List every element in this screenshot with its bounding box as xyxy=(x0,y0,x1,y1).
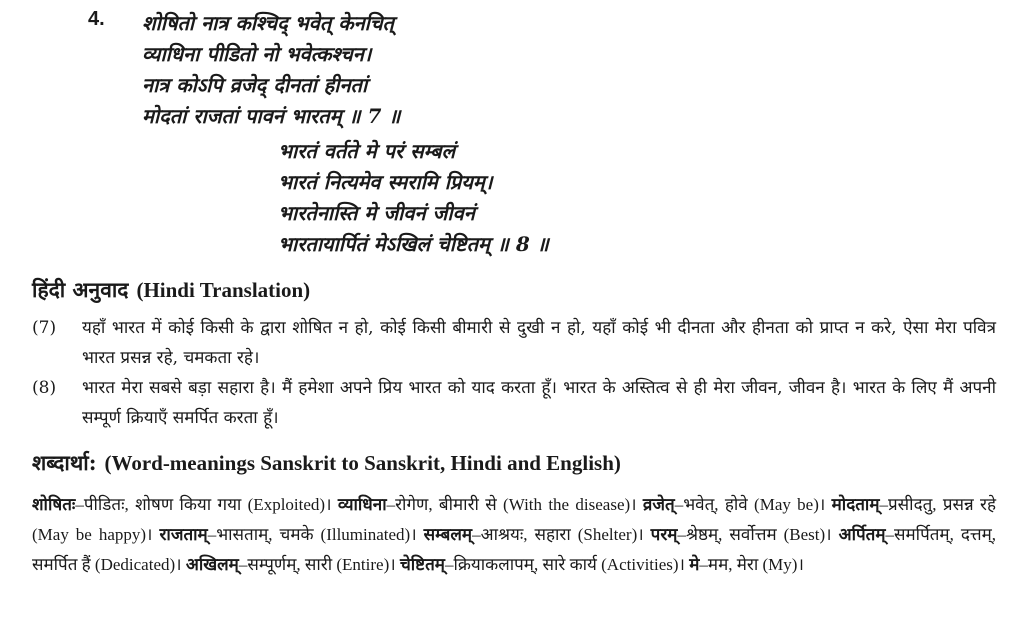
meaning-term: अखिलम् xyxy=(185,555,239,574)
meaning-term: परम् xyxy=(650,525,678,544)
meaning-text: –आश्रयः, सहारा (Shelter)। xyxy=(472,525,644,544)
verse-number: 4. xyxy=(88,8,105,30)
hindi-translation-list xyxy=(32,313,996,433)
heading-hindi: शब्दार्था: xyxy=(32,450,97,475)
meaning-entry xyxy=(424,525,644,544)
word-meanings-heading xyxy=(32,449,621,477)
meaning-entry xyxy=(651,525,832,544)
meaning-term: राजताम् xyxy=(159,525,208,544)
translation-item xyxy=(32,373,996,433)
meaning-term: अर्पितम् xyxy=(838,525,886,544)
verse-line: भारतं नित्यमेव स्मरामि प्रियम्। xyxy=(278,170,493,194)
meaning-text: –सम्पूर्णम्, सारी (Entire)। xyxy=(238,555,396,574)
meaning-text: –मम, मेरा (My)। xyxy=(699,555,804,574)
meaning-entry xyxy=(186,555,396,574)
verse-stanza-7 xyxy=(142,8,400,132)
heading-hindi: हिंदी अनुवाद xyxy=(32,277,129,302)
meaning-entry xyxy=(400,555,685,574)
meaning-term: सम्बलम् xyxy=(423,525,473,544)
word-meanings-list xyxy=(32,490,996,580)
verse-line: भारतेनास्ति मे जीवनं जीवनं xyxy=(278,201,475,225)
heading-english: (Word-meanings Sanskrit to Sanskrit, Hindi and English) xyxy=(104,451,621,475)
meaning-term: व्याधिना xyxy=(337,495,387,514)
meaning-text: –श्रेष्ठम्, सर्वोत्तम (Best)। xyxy=(677,525,832,544)
meaning-entry xyxy=(32,495,332,514)
translation-number: (7) xyxy=(32,318,57,338)
verse-line: शोषितो नात्र कश्चिद् भवेत् केनचित् xyxy=(142,11,394,35)
meaning-term: चेष्टितम् xyxy=(399,555,445,574)
translation-number: (8) xyxy=(32,378,57,398)
verse-line: नात्र कोऽपि व्रजेद् दीनतां हीनतां xyxy=(142,73,368,97)
meaning-text: –प्रसीदतु, प्रसन्न रहे (May be happy)। xyxy=(32,495,996,544)
meaning-text: –क्रियाकलापम्, सारे कार्य (Activities)। xyxy=(444,555,685,574)
meaning-entry xyxy=(689,555,804,574)
hindi-translation-heading xyxy=(32,276,310,304)
meaning-text: –भवेत्, होवे (May be)। xyxy=(674,495,826,514)
verse-line: मोदतां राजतां पावनं भारतम् ॥ 7 ॥ xyxy=(142,104,401,128)
translation-text: भारत मेरा सबसे बड़ा सहारा है। मैं हमेशा अपने प्रिय भारत को याद करता हूँ। भारत के अस्तित्व से ही मेरा जीवन, जीवन है। भारत के लिए मैं अपनी सम्पूर्ण क्रियाएँ समर्पित करता हूँ। xyxy=(82,378,996,428)
meaning-text: –रोगेण, बीमारी से (With the disease)। xyxy=(386,495,637,514)
verse-line: भारतायार्पितं मेऽखिलं चेष्टितम् ॥ 8 ॥ xyxy=(278,232,549,256)
verse-stanza-8 xyxy=(278,136,549,260)
meaning-term: व्रजेत् xyxy=(642,495,675,514)
meaning-term: मोदताम् xyxy=(831,495,880,514)
meaning-text: –भासताम्, चमके (Illuminated)। xyxy=(207,525,417,544)
meaning-term: मे xyxy=(689,555,700,574)
verse-line: व्याधिना पीडितो नो भवेत्कश्चन। xyxy=(142,42,372,66)
meaning-text: –समर्पितम्, दत्तम्, समर्पित हैं (Dedicated)। xyxy=(32,525,997,574)
meaning-term: शोषितः xyxy=(32,495,76,514)
meaning-entry xyxy=(643,495,825,514)
verse-line: भारतं वर्तते मे परं सम्बलं xyxy=(278,139,456,163)
translation-text: यहाँ भारत में कोई किसी के द्वारा शोषित न हो, कोई किसी बीमारी से दुखी न हो, यहाँ कोई भी दीनता और हीनता को प्राप्त न करे, ऐसा मेरा पवित्र भारत प्रसन्न रहे, चमकता रहे। xyxy=(82,318,996,368)
translation-item xyxy=(32,313,996,373)
meaning-text: –पीडितः, शोषण किया गया (Exploited)। xyxy=(75,495,332,514)
meaning-entry xyxy=(159,525,416,544)
meaning-entry xyxy=(338,495,637,514)
heading-english: (Hindi Translation) xyxy=(136,278,311,302)
